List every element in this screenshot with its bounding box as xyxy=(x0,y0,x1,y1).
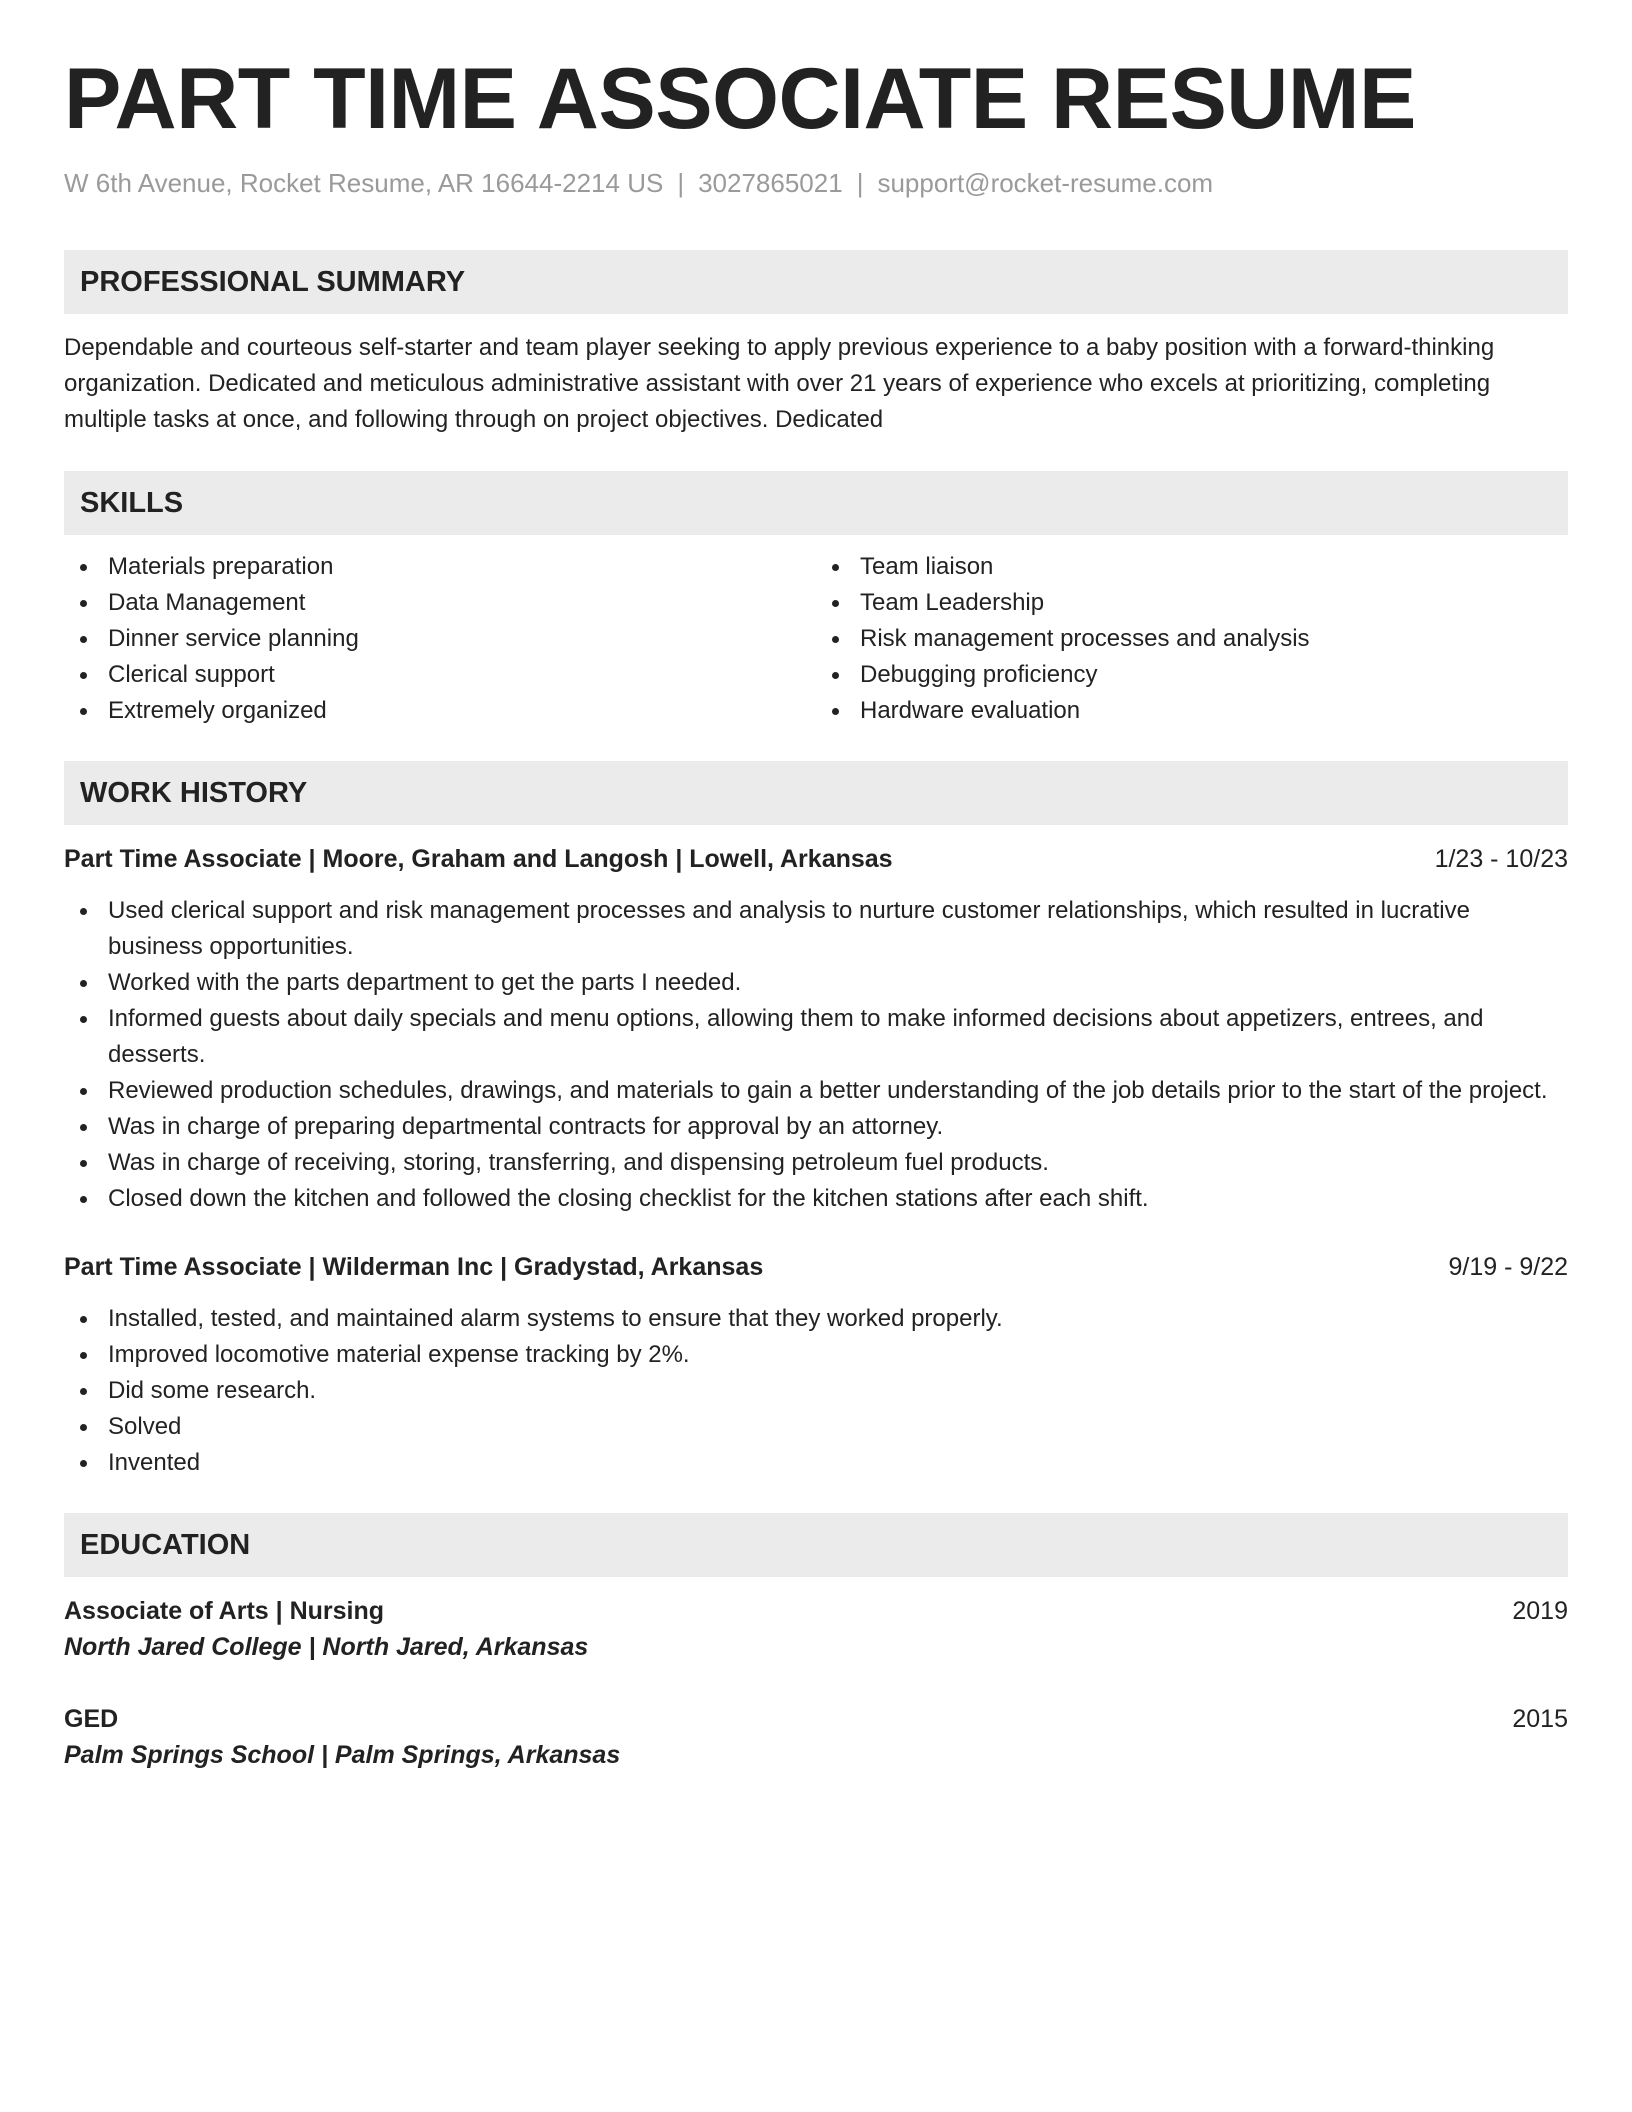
skill-item: Extremely organized xyxy=(64,693,816,729)
education-year: 2019 xyxy=(1512,1597,1568,1626)
education-entry xyxy=(64,1593,1568,1665)
skill-item: Data Management xyxy=(64,585,816,621)
degree: GED xyxy=(64,1705,119,1734)
skills-grid xyxy=(64,549,1568,729)
job-header xyxy=(64,841,1568,877)
job-entry xyxy=(64,1249,1568,1481)
job-dates: 1/23 - 10/23 xyxy=(1434,845,1568,874)
skill-item: Team liaison xyxy=(816,549,1568,585)
education-year: 2015 xyxy=(1512,1705,1568,1734)
skill-item: Risk management processes and analysis xyxy=(816,621,1568,657)
job-title: Part Time Associate | Wilderman Inc | Gradystad, Arkansas xyxy=(64,1253,764,1282)
skills-section xyxy=(64,471,1568,729)
job-bullet: Was in charge of receiving, storing, transferring, and dispensing petroleum fuel products. xyxy=(64,1145,1568,1181)
skill-item: Clerical support xyxy=(64,657,816,693)
job-bullet: Improved locomotive material expense tracking by 2%. xyxy=(64,1337,1568,1373)
skill-item: Team Leadership xyxy=(816,585,1568,621)
skills-heading: SKILLS xyxy=(64,471,1568,535)
job-bullets xyxy=(64,893,1568,1217)
job-bullet: Invented xyxy=(64,1445,1568,1481)
job-dates: 9/19 - 9/22 xyxy=(1448,1253,1568,1282)
job-bullet: Worked with the parts department to get the parts I needed. xyxy=(64,965,1568,1001)
work-heading: WORK HISTORY xyxy=(64,761,1568,825)
education-entry xyxy=(64,1701,1568,1773)
skill-item: Dinner service planning xyxy=(64,621,816,657)
contact-phone: 3027865021 xyxy=(698,168,843,198)
school: Palm Springs School | Palm Springs, Arkansas xyxy=(64,1741,621,1770)
contact-address: W 6th Avenue, Rocket Resume, AR 16644-2214 US xyxy=(64,168,664,198)
job-bullets xyxy=(64,1301,1568,1481)
job-bullet: Was in charge of preparing departmental contracts for approval by an attorney. xyxy=(64,1109,1568,1145)
resume-title: PART TIME ASSOCIATE RESUME xyxy=(64,51,1416,147)
job-bullet: Solved xyxy=(64,1409,1568,1445)
skill-item: Debugging proficiency xyxy=(816,657,1568,693)
summary-heading: PROFESSIONAL SUMMARY xyxy=(64,250,1568,314)
school: North Jared College | North Jared, Arkansas xyxy=(64,1633,589,1662)
summary-text: Dependable and courteous self-starter and team player seeking to apply previous experience to a baby position with a forward-thinking organization. Dedicated and meticulous administrative assistant with over 21 years of experience who excels at prioritizing, completing multiple tasks at once, and following through on project objectives. Dedicated xyxy=(64,334,1495,434)
job-title: Part Time Associate | Moore, Graham and Langosh | Lowell, Arkansas xyxy=(64,845,893,874)
education-section xyxy=(64,1513,1568,1773)
job-bullet: Reviewed production schedules, drawings, and materials to gain a better understanding of the job details prior to the start of the project. xyxy=(64,1073,1568,1109)
skills-list-right xyxy=(816,549,1568,729)
skill-item: Materials preparation xyxy=(64,549,816,585)
contact-separator: | xyxy=(677,168,685,198)
job-header xyxy=(64,1249,1568,1285)
job-bullet: Closed down the kitchen and followed the closing checklist for the kitchen stations after each shift. xyxy=(64,1181,1568,1217)
contact-email: support@rocket-resume.com xyxy=(877,168,1214,198)
work-section xyxy=(64,761,1568,1481)
education-header xyxy=(64,1593,1568,1629)
summary-section xyxy=(64,250,1568,438)
degree: Associate of Arts | Nursing xyxy=(64,1597,385,1626)
job-bullet: Used clerical support and risk management processes and analysis to nurture customer relationships, which resulted in lucrative business opportunities. xyxy=(64,893,1568,965)
skill-item: Hardware evaluation xyxy=(816,693,1568,729)
job-bullet: Did some research. xyxy=(64,1373,1568,1409)
job-bullet: Informed guests about daily specials and menu options, allowing them to make informed decisions about appetizers, entrees, and desserts. xyxy=(64,1001,1568,1073)
contact-line xyxy=(64,168,1568,199)
skills-list-left xyxy=(64,549,816,729)
job-bullet: Installed, tested, and maintained alarm systems to ensure that they worked properly. xyxy=(64,1301,1568,1337)
job-entry xyxy=(64,841,1568,1217)
education-heading: EDUCATION xyxy=(64,1513,1568,1577)
contact-separator: | xyxy=(856,168,864,198)
education-header xyxy=(64,1701,1568,1737)
